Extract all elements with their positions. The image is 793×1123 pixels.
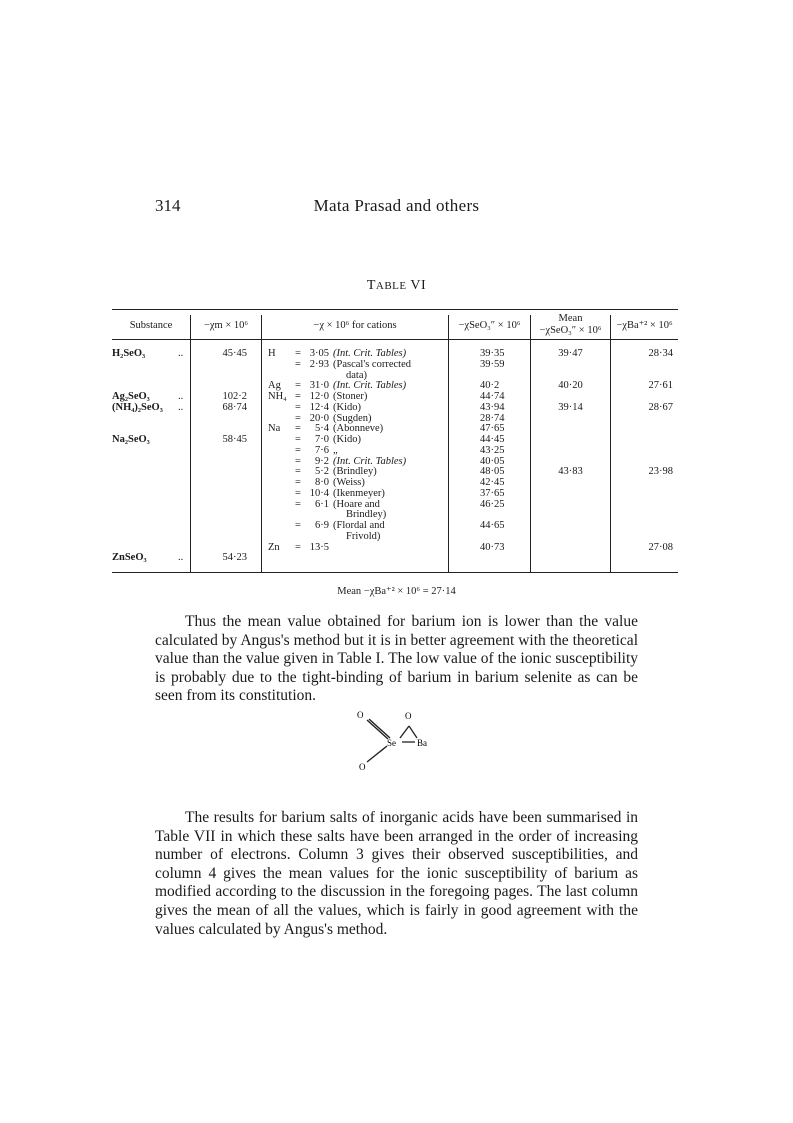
cation-source: (Hoare and bbox=[333, 498, 380, 510]
cation-equals: = bbox=[295, 520, 301, 531]
cation-ion: Ag bbox=[268, 380, 281, 392]
cation-equals: = bbox=[295, 498, 301, 510]
cation-source: (Int. Crit. Tables) bbox=[333, 455, 407, 467]
leader-dots: .. bbox=[178, 348, 184, 359]
atom-o-top: O bbox=[405, 711, 412, 721]
cation-equals: = bbox=[295, 444, 301, 456]
table-title-prefix: T bbox=[366, 278, 376, 293]
table-rule-header bbox=[112, 339, 678, 340]
cation-ion: H bbox=[268, 348, 276, 359]
cation-source: (Weiss) bbox=[333, 477, 365, 488]
header-chi-m: −χm × 10⁶ bbox=[203, 320, 249, 331]
mean-value: 39·14 bbox=[558, 401, 583, 413]
xseo3-value: 39·35 bbox=[480, 348, 505, 359]
cation-ion: Na bbox=[268, 423, 281, 435]
cation-equals: = bbox=[295, 412, 301, 424]
mean-value: 39·47 bbox=[558, 348, 583, 359]
xseo3-value: 43·94 bbox=[480, 401, 505, 413]
cation-source: (Int. Crit. Tables) bbox=[333, 380, 407, 392]
cation-value: 2·93 bbox=[309, 358, 329, 370]
cation-value: 31·0 bbox=[309, 380, 329, 392]
xseo3-value: 47·65 bbox=[480, 423, 505, 435]
xseo3-value: 39·59 bbox=[480, 358, 505, 370]
xseo3-value: 44·45 bbox=[480, 434, 505, 445]
atom-o-top-left: O bbox=[357, 710, 364, 720]
header-xseo3: −χSeO₃″ × 10⁶ bbox=[458, 320, 521, 331]
table-title-smallcaps: ABLE bbox=[375, 280, 407, 292]
cation-equals: = bbox=[295, 358, 301, 370]
running-head: Mata Prasad and others bbox=[313, 196, 480, 215]
bond-o-se-bottom bbox=[367, 746, 387, 762]
cation-value: 3·05 bbox=[309, 348, 329, 359]
atom-se: Se bbox=[387, 738, 396, 748]
cation-equals: = bbox=[295, 434, 301, 445]
cation-source: (Stoner) bbox=[333, 391, 368, 402]
leader-dots: .. bbox=[178, 552, 184, 564]
cation-source: (Kido) bbox=[333, 401, 361, 413]
substance-name: ZnSeO₃ bbox=[112, 552, 147, 564]
cation-source: (Brindley) bbox=[333, 466, 377, 478]
chi-m-value: 58·45 bbox=[222, 434, 247, 445]
cation-value: 5·4 bbox=[315, 423, 329, 435]
col-divider-1 bbox=[190, 315, 191, 572]
bond-o-se-top bbox=[367, 720, 388, 739]
chi-m-value: 54·23 bbox=[222, 552, 247, 564]
cation-source: (Flordal and bbox=[333, 520, 385, 531]
body-paragraph-1-text: Thus the mean value obtained for barium ion is lower than the value calculated by Angus's method but it is in better agreement with the theoretical value than the value given in Table I. The low value of the ionic susceptibility is probably due to the tight-binding of barium in barium selenite as can be seen from its constitution. bbox=[155, 613, 638, 705]
cation-equals: = bbox=[295, 541, 301, 553]
bond-o-se-top-double bbox=[369, 719, 390, 738]
cation-source: Frivold) bbox=[346, 530, 381, 542]
col-divider-3 bbox=[448, 315, 449, 572]
xseo3-value: 44·74 bbox=[480, 391, 505, 402]
table-title bbox=[0, 278, 793, 294]
data-table bbox=[112, 309, 678, 573]
leader-dots: .. bbox=[178, 401, 184, 413]
cation-source: (Abonneve) bbox=[333, 423, 384, 435]
xseo3-value: 28·74 bbox=[480, 412, 505, 424]
header-mean bbox=[531, 313, 610, 337]
xseo3-value: 46·25 bbox=[480, 498, 505, 510]
cation-source: Brindley) bbox=[346, 509, 387, 521]
cation-value: 12·0 bbox=[309, 391, 329, 402]
chi-m-value: 102·2 bbox=[222, 391, 247, 402]
table-title-number: VI bbox=[410, 278, 427, 293]
cation-value: 6·1 bbox=[315, 498, 329, 510]
header-substance: Substance bbox=[129, 320, 173, 331]
mean-value: 43·83 bbox=[558, 466, 583, 478]
cation-source: (Kido) bbox=[333, 434, 361, 445]
xseo3-value: 40·73 bbox=[480, 541, 505, 553]
cation-equals: = bbox=[295, 423, 301, 435]
substance-name: Ag₂SeO₃ bbox=[112, 391, 150, 402]
cation-source: (Pascal's corrected bbox=[333, 358, 411, 370]
cation-equals: = bbox=[295, 455, 301, 467]
cation-equals: = bbox=[295, 477, 301, 488]
mean-value: 40·20 bbox=[558, 380, 583, 392]
cation-value: 7·6 bbox=[315, 444, 329, 456]
header-mean-line1: Mean bbox=[558, 313, 583, 324]
cation-value: 5·2 bbox=[315, 466, 329, 478]
col-divider-2 bbox=[261, 315, 262, 572]
cation-ion: Zn bbox=[268, 541, 280, 553]
header-mean-line2: −χSeO₃″ × 10⁶ bbox=[539, 325, 602, 336]
cation-value: 20·0 bbox=[309, 412, 329, 424]
cation-equals: = bbox=[295, 466, 301, 478]
xseo3-value: 43·25 bbox=[480, 444, 505, 456]
chi-m-value: 45·45 bbox=[222, 348, 247, 359]
atom-ba: Ba bbox=[417, 738, 427, 748]
page-number: 314 bbox=[155, 196, 181, 215]
substance-name: (NH₄)₂SeO₃ bbox=[112, 401, 163, 413]
xseo3-value: 44·65 bbox=[480, 520, 505, 531]
table-rule-top bbox=[112, 309, 678, 310]
body-paragraph-2 bbox=[155, 809, 638, 939]
cation-value: 10·4 bbox=[309, 487, 329, 499]
cation-equals: = bbox=[295, 380, 301, 392]
atom-o-bottom: O bbox=[359, 762, 366, 772]
cation-equals: = bbox=[295, 487, 301, 499]
chi-m-value: 68·74 bbox=[222, 401, 247, 413]
cation-value: 13·5 bbox=[309, 541, 329, 553]
ba-value: 28·34 bbox=[648, 348, 673, 359]
cation-value: 12·4 bbox=[309, 401, 329, 413]
cation-value: 6·9 bbox=[315, 520, 329, 531]
body-paragraph-1 bbox=[155, 613, 638, 706]
cation-value: 7·0 bbox=[315, 434, 329, 445]
cation-equals: = bbox=[295, 348, 301, 359]
xseo3-value: 42·45 bbox=[480, 477, 505, 488]
cation-ion: NH₄ bbox=[268, 391, 287, 402]
cation-source: „ bbox=[333, 444, 338, 456]
body-paragraph-2-text: The results for barium salts of inorganic acids have been summarised in Table VII in which these salts have been arranged in the order of increasing number of electrons. Column 3 gives their observed susceptibilities, and column 4 gives the mean values for the ionic susceptibility of barium as modified according to the discussion in the foregoing pages. The last column gives the mean of all the values, which is fairly in good agreement with the values calculated by Angus's method. bbox=[155, 809, 638, 938]
ba-value: 23·98 bbox=[648, 466, 673, 478]
leader-dots: .. bbox=[178, 391, 184, 402]
header-ba: −χBa⁺² × 10⁶ bbox=[616, 320, 673, 331]
table-footnote: Mean −χBa⁺² × 10⁶ = 27·14 bbox=[337, 586, 456, 597]
cation-value: 8·0 bbox=[315, 477, 329, 488]
xseo3-value: 40·2 bbox=[480, 380, 500, 392]
header-cations: −χ × 10⁶ for cations bbox=[313, 320, 397, 331]
cation-value: 9·2 bbox=[315, 455, 329, 467]
xseo3-value: 37·65 bbox=[480, 487, 505, 499]
cation-equals: = bbox=[295, 391, 301, 402]
cation-source: (Ikenmeyer) bbox=[333, 487, 385, 499]
substance-name: H₂SeO₃ bbox=[112, 348, 146, 359]
barium-selenite-structure-diagram bbox=[345, 706, 435, 776]
xseo3-value: 40·05 bbox=[480, 455, 505, 467]
ba-value: 27·61 bbox=[648, 380, 673, 392]
cation-source: (Int. Crit. Tables) bbox=[333, 348, 407, 359]
bond-o-ba bbox=[409, 726, 417, 738]
ba-value: 27·08 bbox=[648, 541, 673, 553]
bond-se-o bbox=[400, 726, 409, 738]
table-rule-bottom bbox=[112, 572, 678, 573]
xseo3-value: 48·05 bbox=[480, 466, 505, 478]
substance-name: Na₂SeO₃ bbox=[112, 434, 150, 445]
ba-value: 28·67 bbox=[648, 401, 673, 413]
cation-source: (Sugden) bbox=[333, 412, 372, 424]
cation-source: data) bbox=[346, 369, 367, 381]
cation-equals: = bbox=[295, 401, 301, 413]
